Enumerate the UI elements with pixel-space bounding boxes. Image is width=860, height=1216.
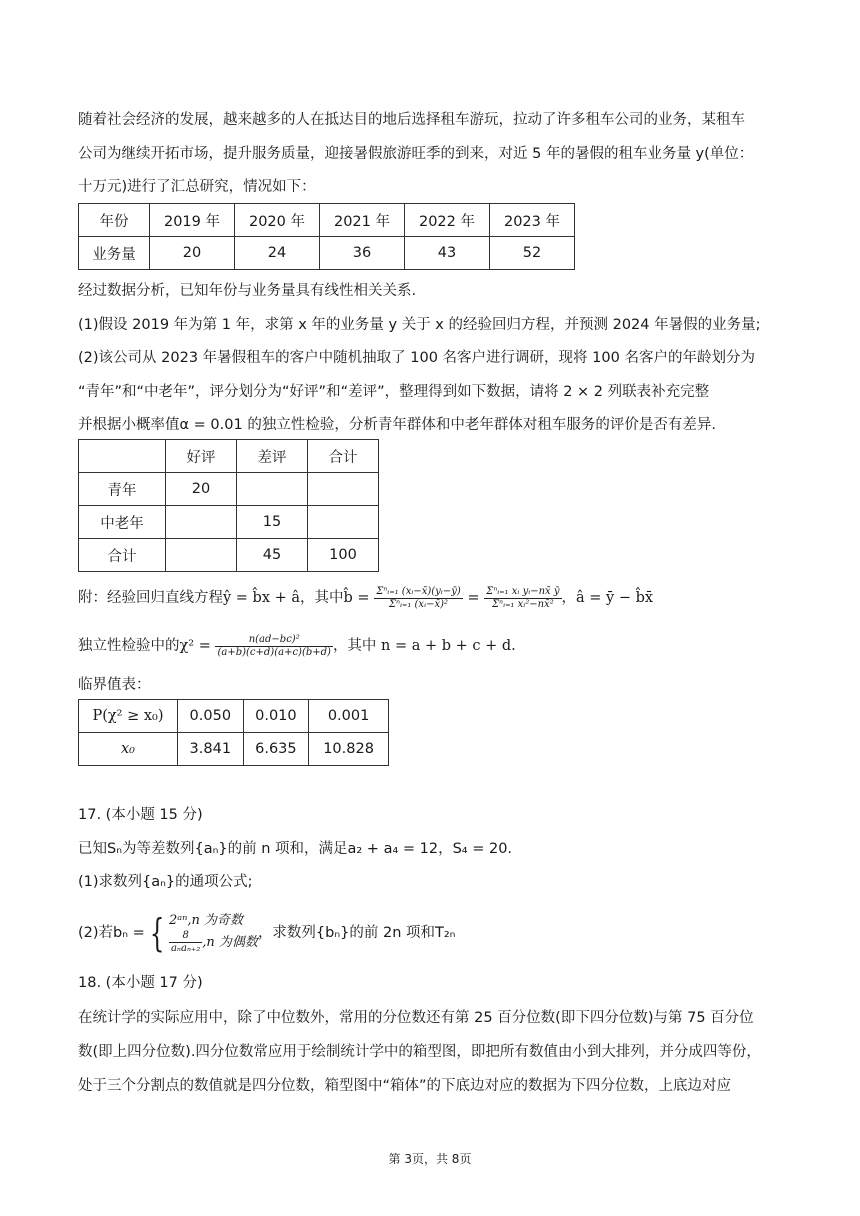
question-2-line-3: 并根据小概率值α = 0.01 的独立性检验，分析青年群体和中老年群体对租车服务的评价是否有差异. [78,417,716,433]
case-even-tail: ,n 为偶数 [202,934,258,950]
fraction-denominator: (a+b)(c+d)(a+c)(b+d) [217,646,331,658]
b-hat-fraction-1 [374,586,463,611]
problem-18-line-1: 在统计学的实际应用中，除了中位数外，常用的分位数还有第 25 百分位数(即下四分位数)与第 75 百分位 [78,1010,754,1026]
table-cell: 0.001 [309,700,389,733]
table-row [79,733,389,766]
table-row [79,237,575,270]
problem-18-title: 18. (本小题 17 分) [78,975,203,991]
table-cell: 0.010 [243,700,309,733]
question-2-suffix: ，求数列{bₙ}的前 2n 项和T₂ₙ [257,925,456,941]
table-cell: 0.050 [178,700,244,733]
table-cell [308,473,379,506]
table-cell: 6.635 [243,733,309,766]
table-row [79,700,389,733]
table-header-cell: 2019 年 [150,204,235,237]
table-row-label: 青年 [79,473,166,506]
table-cell [237,473,308,506]
table-header-cell: 2021 年 [320,204,405,237]
table-cell [166,539,237,572]
business-volume-table [78,203,575,270]
a-hat-formula: ，â = ȳ − b̂x̄ [561,590,654,606]
left-brace-icon: { [149,911,165,955]
fraction-numerator: Σⁿᵢ₌₁ xᵢ yᵢ−nx̄ ȳ [486,585,560,597]
table-header-cell: 差评 [237,440,308,473]
table-header-cell: 好评 [166,440,237,473]
question-2-line-2: “青年”和“中老年”，评分划分为“好评”和“差评”，整理得到如下数据，请将 2 × 2 列联表补充完整 [78,384,710,400]
problem-18-line-3: 处于三个分割点的数值就是四分位数，箱型图中“箱体”的下底边对应的数据为下四分位数，上底边对应 [78,1078,732,1094]
linear-relation-note: 经过数据分析，已知年份与业务量具有线性相关关系. [78,283,417,299]
critical-value-table [78,699,389,766]
problem-17-question-2 [78,904,790,962]
problem-17-stem: 已知Sₙ为等差数列{aₙ}的前 n 项和，满足a₂ + a₄ = 12，S₄ = 20. [78,841,513,857]
critical-value-label: 临界值表： [78,677,151,693]
fraction-denominator: aₙaₙ₊₂ [170,942,201,954]
problem-18-line-2: 数(即上四分位数).四分位数常应用于绘制统计学中的箱型图，即把所有数值由小到大排列，并分成四等份， [78,1044,761,1060]
fraction-numerator: n(ad−bc)² [215,634,332,647]
table-cell: 100 [308,539,379,572]
question-2-line-1: (2)该公司从 2023 年暑假租车的客户中随机抽取了 100 名客户进行调研，现将 100 名客户的年龄划分为 [78,350,755,366]
table-header-cell: 2023 年 [490,204,575,237]
intro-line-3: 十万元)进行了汇总研究，情况如下： [78,179,316,195]
appendix-prefix: 附：经验回归直线方程 [78,590,223,606]
table-row [79,204,575,237]
table-row-label: P(χ² ≥ x₀) [79,700,178,733]
fraction-denominator: Σⁿᵢ₌₁ (xᵢ−x̄)² [388,598,449,610]
table-cell: 36 [320,237,405,270]
problem-17-question-1: (1)求数列{aₙ}的通项公式; [78,874,253,890]
table-cell: 20 [150,237,235,270]
fraction-numerator: 8 [169,930,202,943]
table-cell: 43 [405,237,490,270]
intro-line-1: 随着社会经济的发展，越来越多的人在抵达目的地后选择租车游玩，拉动了许多租车公司的业务，某租车 [78,112,745,128]
table-cell [166,506,237,539]
table-row-label: 合计 [79,539,166,572]
table-cell: 3.841 [178,733,244,766]
regression-formula: 附：经验回归直线方程ŷ = b̂x + â，其中b̂ = $\frac{\text{Σⁿᵢ₌₁ (xᵢ−x̄)(yᵢ−ȳ)}}{\text{Σⁿᵢ₌₁ (xᵢ−x̄)²}}$ = $\frac{\text{Σⁿᵢ₌₁ xᵢ yᵢ−nx̄ ȳ}}{\text{Σⁿᵢ₌₁ xᵢ²−nx̄²}}$ ，â = ȳ − b̂x̄ [78,585,654,610]
question-2-prefix: (2)若bₙ = [78,925,145,941]
case-odd: 2ᵃⁿ,n 为奇数 [168,912,244,928]
chi-square-prefix: 独立性检验中的χ² = [78,638,211,654]
table-cell: 52 [490,237,575,270]
piecewise-cases [169,912,258,955]
page-footer: 第 3页，共 8页 [388,1152,472,1166]
table-cell [308,506,379,539]
table-row [79,473,379,506]
table-cell: 45 [237,539,308,572]
intro-line-2: 公司为继续开拓市场，提升服务质量，迎接暑假旅游旺季的到来，对近 5 年的暑假的租车业务量 y(单位： [78,146,754,162]
table-cell: 20 [166,473,237,506]
fraction-denominator: Σⁿᵢ₌₁ xᵢ²−nx̄² [491,598,554,610]
regression-equation: ŷ = b̂x + â，其中b̂ = [223,590,370,606]
table-row [79,506,379,539]
table-cell: 24 [235,237,320,270]
table-row-label: 业务量 [79,237,150,270]
fraction-numerator: Σⁿᵢ₌₁ (xᵢ−x̄)(yᵢ−ȳ) [376,585,461,597]
table-row-label: 中老年 [79,506,166,539]
table-row [79,539,379,572]
table-cell: 15 [237,506,308,539]
table-cell: 10.828 [309,733,389,766]
b-hat-fraction-2 [484,586,561,611]
chi-square-fraction [215,634,332,659]
contingency-table [78,439,379,572]
question-1: (1)假设 2019 年为第 1 年，求第 x 年的业务量 y 关于 x 的经验回归方程，并预测 2024 年暑假的业务量; [78,317,761,333]
table-header-cell: 合计 [308,440,379,473]
chi-square-tail: ，其中 n = a + b + c + d. [332,638,516,654]
table-row-label: x₀ [79,733,178,766]
table-header-cell: 年份 [79,204,150,237]
chi-square-formula [78,632,790,660]
table-header-cell: 2022 年 [405,204,490,237]
case-even-fraction [169,930,202,955]
table-row [79,440,379,473]
table-header-cell [79,440,166,473]
problem-17-title: 17. (本小题 15 分) [78,807,203,823]
table-header-cell: 2020 年 [235,204,320,237]
